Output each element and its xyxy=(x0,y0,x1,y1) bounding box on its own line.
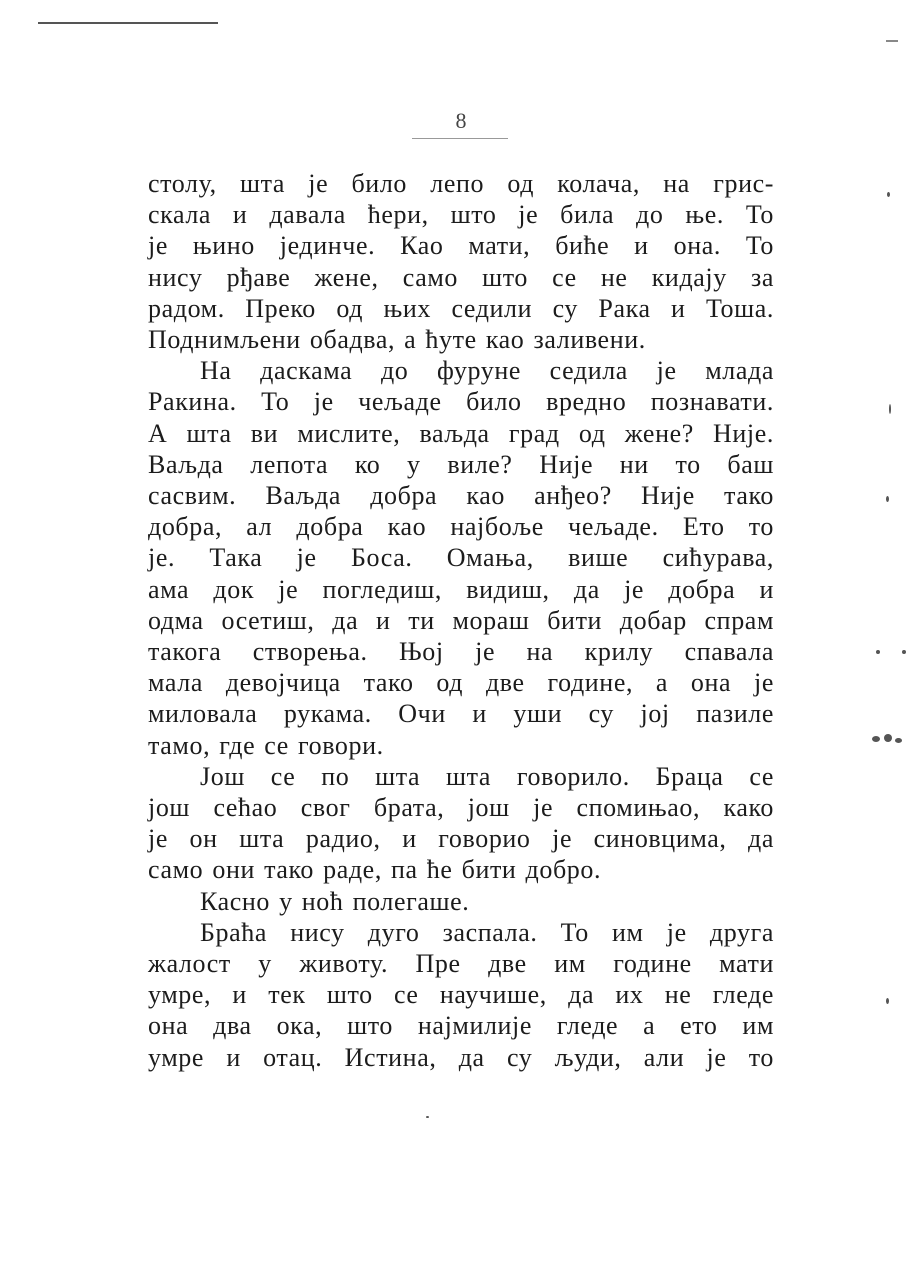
text-line: Касно у ноћ полегаше. xyxy=(200,886,470,916)
scan-speck xyxy=(902,650,906,654)
text-line: умре, и тек што се научише, да их не гледе xyxy=(148,980,774,1010)
scan-speck xyxy=(884,734,892,742)
paragraph xyxy=(148,886,774,917)
scan-speck xyxy=(886,496,889,502)
text-line: жалост у животу. Пре две им године мати xyxy=(148,949,774,979)
text-line: На даскама до фуруне седила је млада xyxy=(200,356,774,386)
scan-speck xyxy=(876,650,880,654)
page-number: 8 xyxy=(455,108,467,133)
text-line: нису рђаве жене, само што се не кидају за xyxy=(148,262,774,292)
text-line: А шта ви мислите, ваљда град од жене? Није. xyxy=(148,418,774,448)
page-number-rule xyxy=(412,138,508,139)
scan-speck xyxy=(886,998,889,1004)
margin-dash xyxy=(886,40,898,42)
text-line: тамо, где се говори. xyxy=(148,730,384,760)
text-line: такога створења. Њој је на крилу спавала xyxy=(148,637,774,667)
text-line: ама док је погледиш, видиш, да је добра и xyxy=(148,574,774,604)
scan-speck xyxy=(426,1116,429,1118)
text-line: Још се по шта шта говорило. Браца се xyxy=(200,761,774,791)
scan-speck xyxy=(889,404,891,414)
text-line: још сећао свог брата, још је спомињао, како xyxy=(148,793,774,823)
text-line: она два ока, што најмилије гледе а ето им xyxy=(148,1011,774,1041)
scan-speck xyxy=(887,192,890,197)
text-line: Ракина. То је чељаде било вредно познавати. xyxy=(148,387,774,417)
text-line: столу, шта је било лепо од колача, на грис- xyxy=(148,169,774,198)
scan-speck xyxy=(895,738,902,743)
scan-speck xyxy=(872,736,880,742)
text-line: је њино јединче. Као мати, биће и она. То xyxy=(148,231,774,261)
text-line: одма осетиш, да и ти мораш бити добар спрам xyxy=(148,605,774,635)
text-line: Ваљда лепота ко у виле? Није ни то баш xyxy=(148,449,774,479)
text-line: мала девојчица тако од две године, а она је xyxy=(148,668,774,698)
text-line: миловала рукама. Очи и уши су јој пазиле xyxy=(148,699,774,729)
text-line: добра, ал добра као најбоље чељаде. Ето то xyxy=(148,512,774,542)
paragraph xyxy=(148,355,774,761)
paragraph xyxy=(148,168,774,355)
text-line: скала и давала ћери, што је била до ње. То xyxy=(148,200,774,230)
text-line: је. Така је Боса. Омања, више сићурава, xyxy=(148,543,774,573)
text-line: радом. Преко од њих седили су Рака и Тоша. xyxy=(148,293,774,323)
text-line: умре и отац. Истина, да су људи, али је то xyxy=(148,1042,774,1072)
paragraph xyxy=(148,917,774,1073)
text-line: сасвим. Ваљда добра као анђео? Није тако xyxy=(148,481,774,511)
paragraph xyxy=(148,761,774,886)
top-rule xyxy=(38,22,218,24)
text-line: Поднимљени обадва, а ћуте као заливени. xyxy=(148,325,646,355)
body-text xyxy=(148,168,774,1073)
text-line: Браћа нису дуго заспала. То им је друга xyxy=(200,917,774,947)
text-line: је он шта радио, и говорио је синовцима, да xyxy=(148,824,774,854)
text-line: само они тако раде, па ће бити добро. xyxy=(148,855,602,885)
